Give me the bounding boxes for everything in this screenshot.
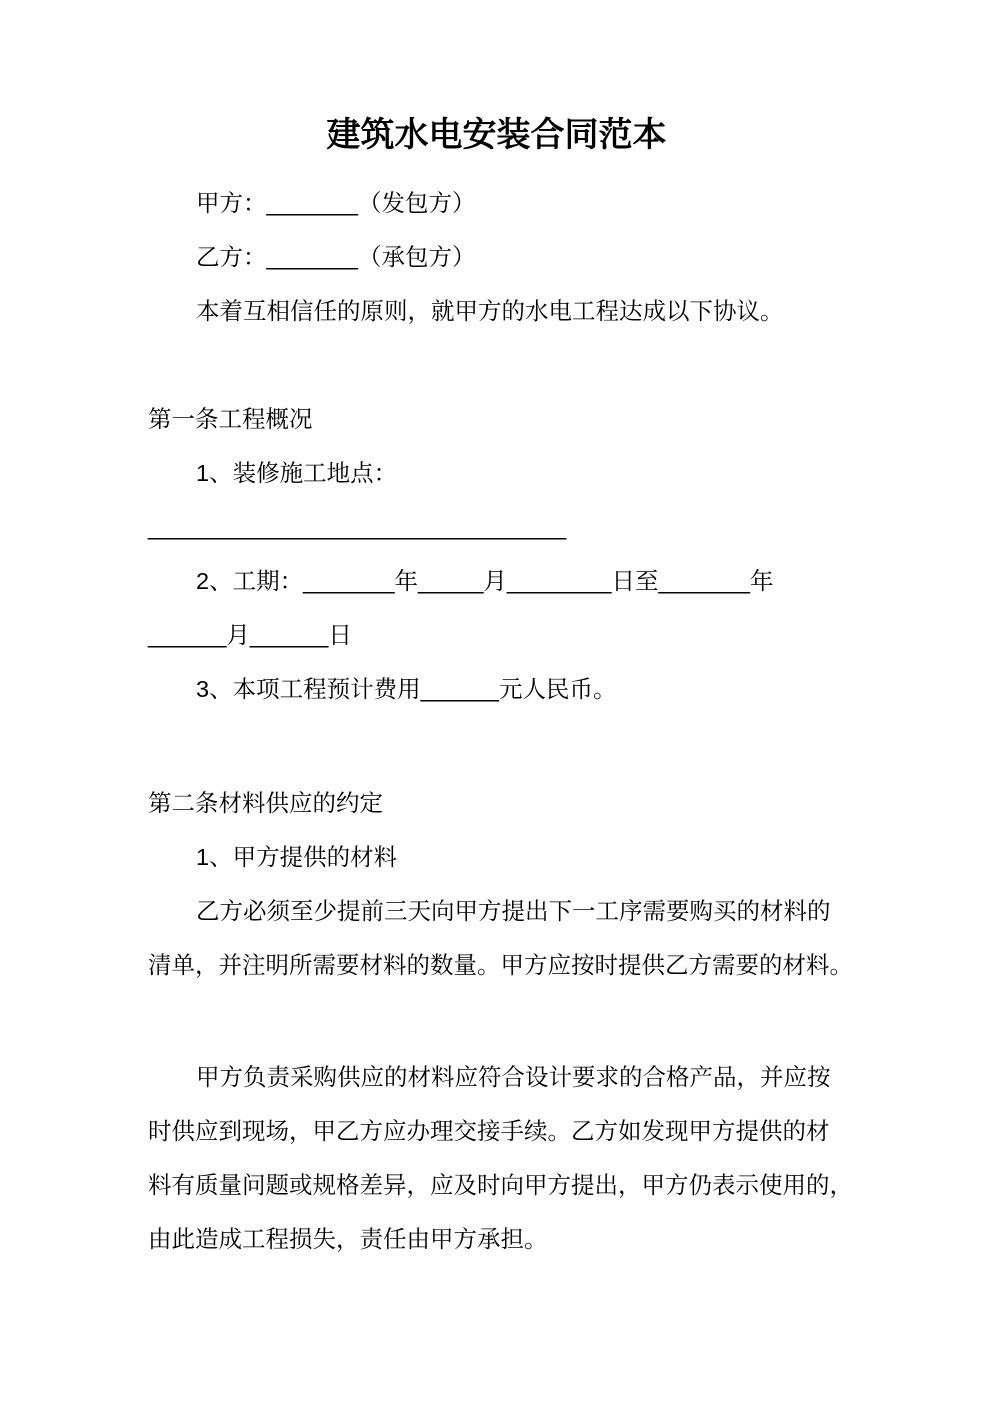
document-title: 建筑水电安装合同范本 xyxy=(326,116,667,154)
party-b-line: 乙方：_______（承包方） xyxy=(196,244,476,270)
section2-para1-line1: 乙方必须至少提前三天向甲方提出下一工序需要购买的材料的 xyxy=(196,898,831,924)
section2-para2-line3: 料有质量问题或规格差异，应及时向甲方提出，甲方仍表示使用的， xyxy=(148,1172,853,1198)
preamble-line: 本着互相信任的原则，就甲方的水电工程达成以下协议。 xyxy=(196,298,784,324)
blank-line xyxy=(148,338,845,392)
party-a-line: 甲方：_______（发包方） xyxy=(196,190,476,216)
section2-para2-line1: 甲方负责采购供应的材料应符合设计要求的合格产品，并应按 xyxy=(196,1064,831,1090)
blank-line xyxy=(148,716,845,776)
section1-item3: 3、本项工程预计费用______元人民币。 xyxy=(196,676,617,702)
section2-heading: 第二条材料供应的约定 xyxy=(148,790,383,816)
section1-item2-line2: ______月______日 xyxy=(148,622,352,648)
section2-item1: 1、甲方提供的材料 xyxy=(196,844,398,870)
section1-item1-label: 1、装修施工地点： xyxy=(196,460,398,486)
section1-item2-line1: 2、工期：_______年_____月________日至_______年 xyxy=(196,568,774,594)
section2-para2-line2: 时供应到现场，甲乙方应办理交接手续。乙方如发现甲方提供的材 xyxy=(148,1118,830,1144)
section1-heading: 第一条工程概况 xyxy=(148,406,313,432)
section1-item1-blank-line: ________________________________ xyxy=(148,514,567,540)
section2-para2-line4: 由此造成工程损失，责任由甲方承担。 xyxy=(148,1226,548,1252)
blank-line xyxy=(148,992,845,1050)
section2-para1-line2: 清单，并注明所需要材料的数量。甲方应按时提供乙方需要的材料。 xyxy=(148,952,853,978)
